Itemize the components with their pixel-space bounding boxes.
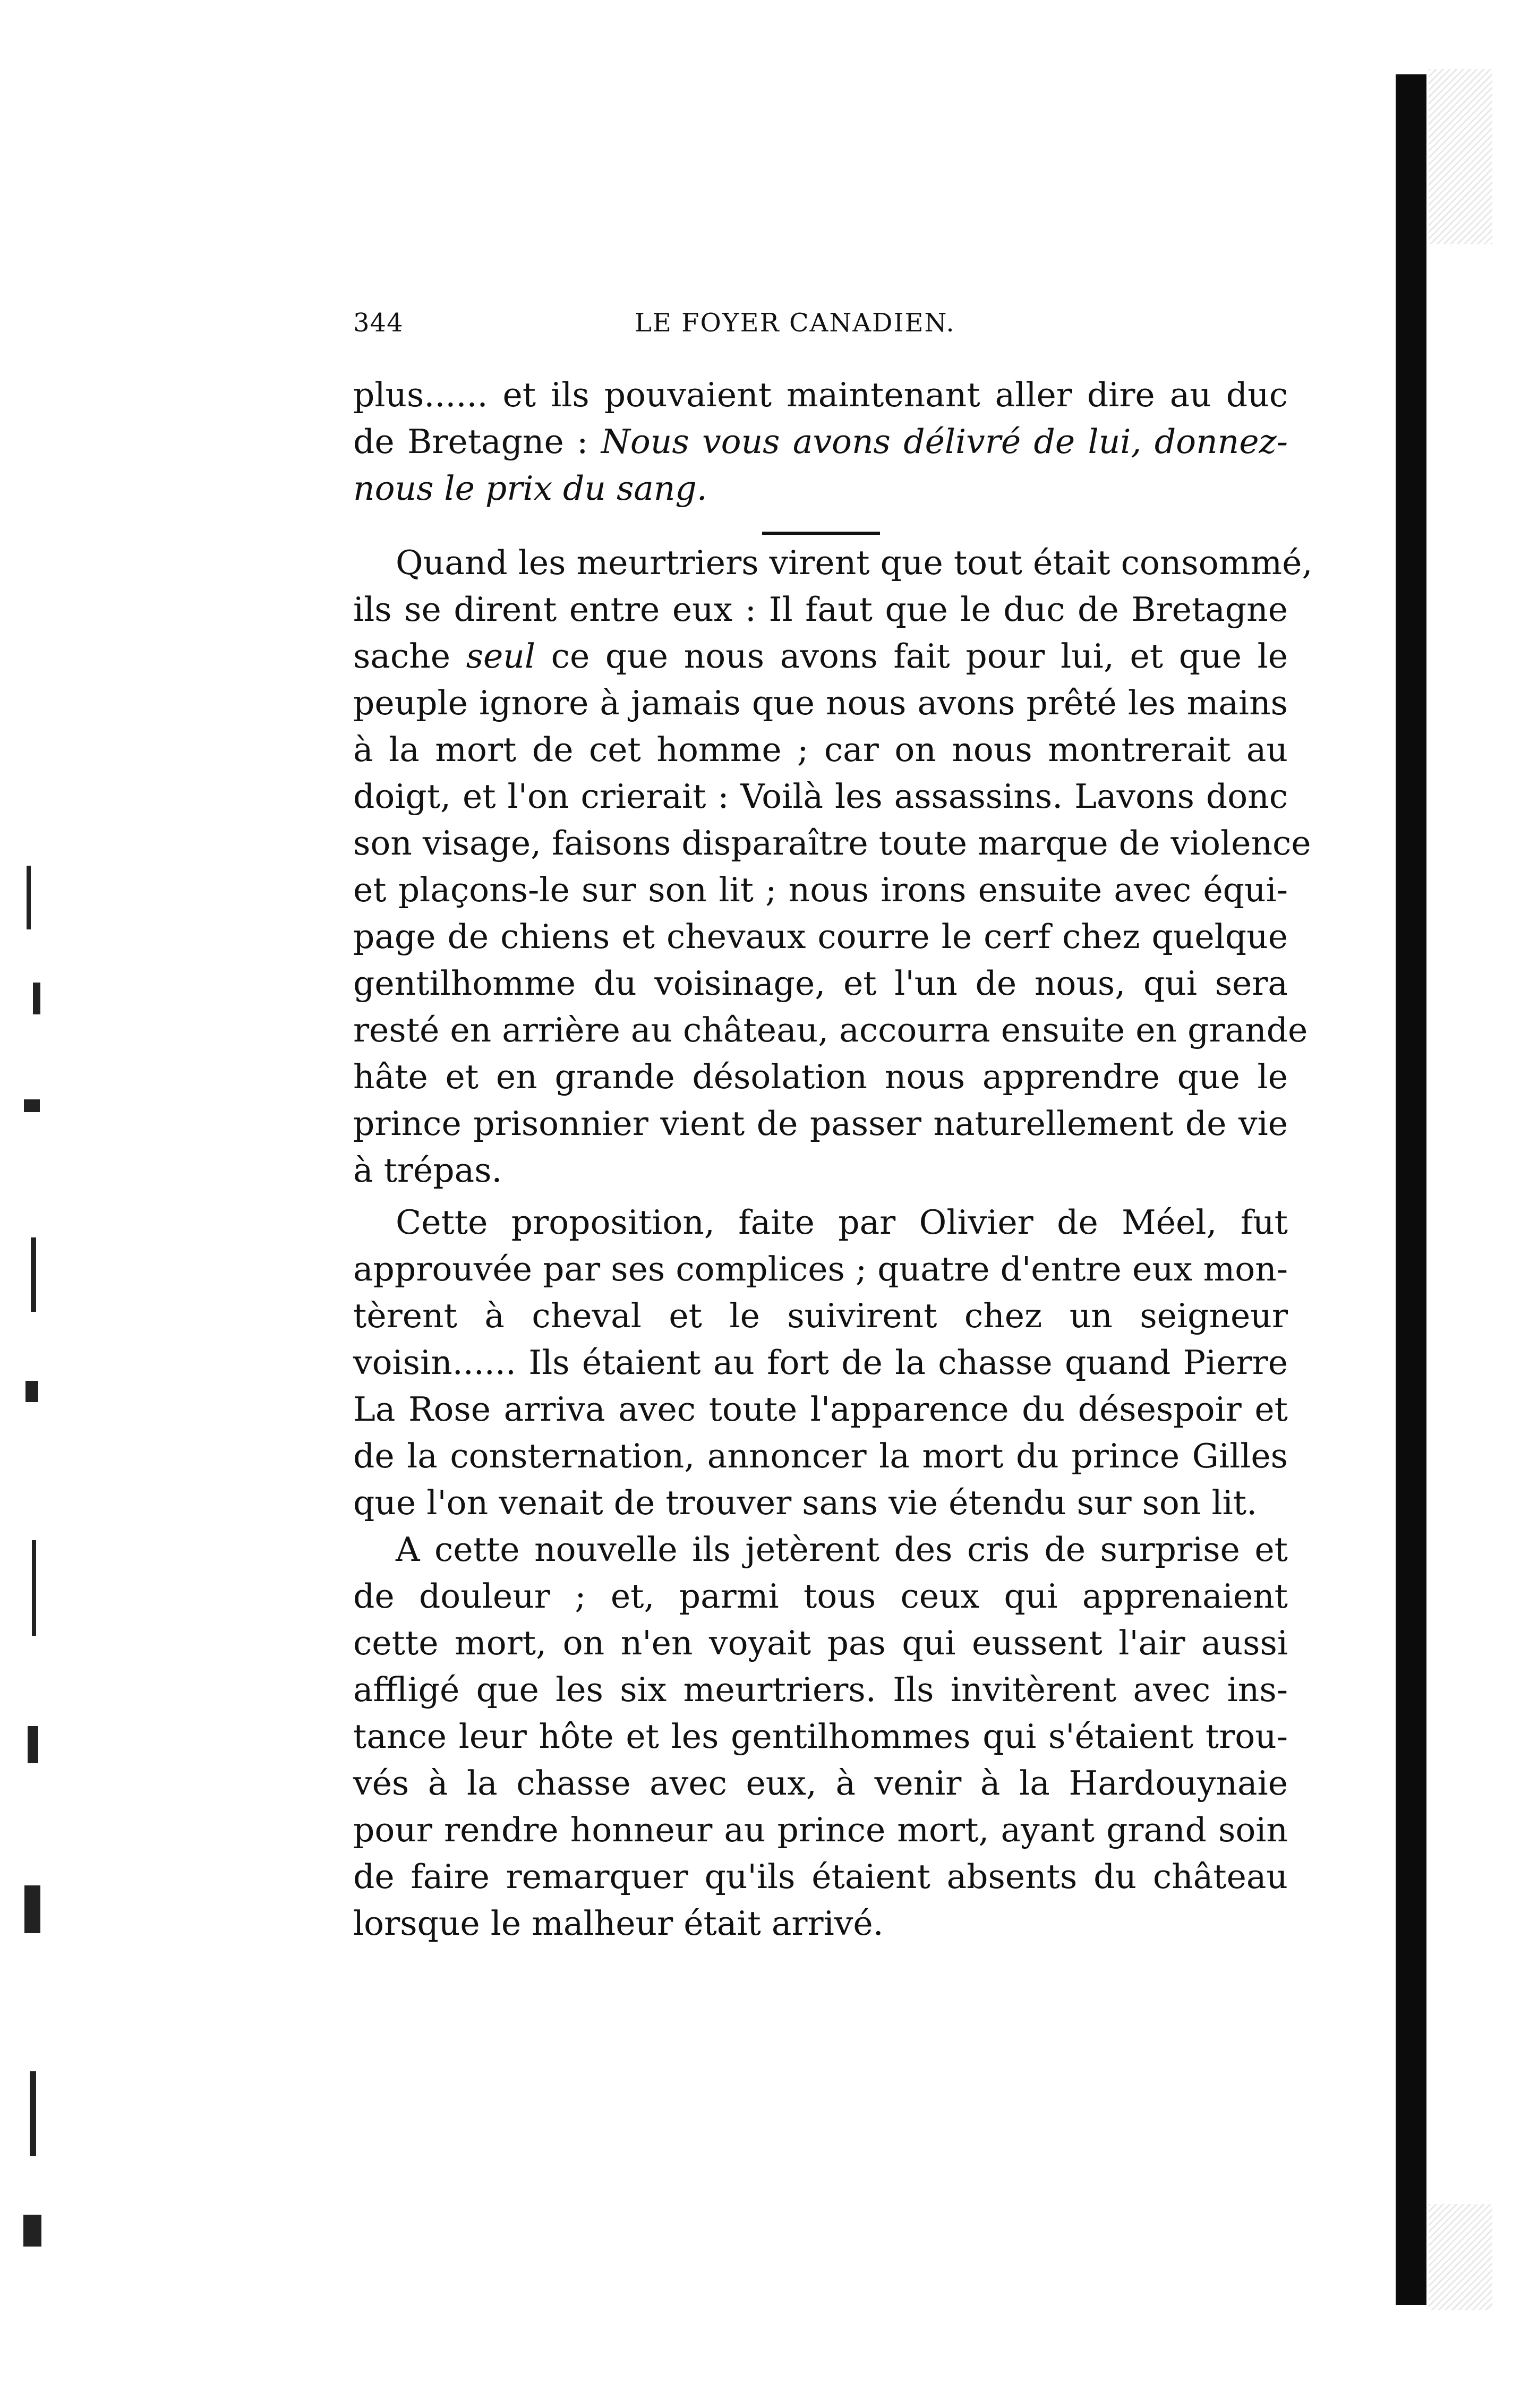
text-line: voisin...... Ils étaient au fort de la chasse quand Pierre [353, 1343, 1288, 1382]
text-line: de faire remarquer qu'ils étaient absents du château [353, 1857, 1288, 1896]
text-line: vés à la chasse avec eux, à venir à la Hardouynaie [353, 1764, 1288, 1803]
text-line: approuvée par ses complices ; quatre d'entre eux mon- [353, 1250, 1288, 1288]
text-line: hâte et en grande désolation nous apprendre que le [353, 1057, 1288, 1096]
text-line: pour rendre honneur au prince mort, ayant grand soin [353, 1811, 1288, 1849]
text-line: ils se dirent entre eux : Il faut que le duc de Bretagne [353, 590, 1288, 629]
text-line: peuple ignore à jamais que nous avons prêté les mains [353, 684, 1288, 722]
left-margin-artifacts [21, 823, 58, 2310]
text-line: tance leur hôte et les gentilhommes qui s'étaient trou- [353, 1717, 1288, 1756]
text-line: plus...... et ils pouvaient maintenant aller dire au duc [353, 375, 1288, 414]
text-line: affligé que les six meurtriers. Ils invitèrent avec ins- [353, 1670, 1288, 1709]
scan-noise-bottom [1429, 2204, 1492, 2310]
text-line: tèrent à cheval et le suivirent chez un seigneur [353, 1296, 1288, 1335]
running-title: LE FOYER CANADIEN. [635, 308, 955, 338]
text-line: lorsque le malheur était arrivé. [353, 1904, 884, 1943]
text-line: doigt, et l'on crierait : Voilà les assassins. Lavons donc [353, 777, 1288, 816]
text-line: à la mort de cet homme ; car on nous montrerait au [353, 730, 1288, 769]
text-line: de Bretagne : Nous vous avons délivré de lui, donnez- [353, 422, 1288, 461]
text-line: sache seul ce que nous avons fait pour lui, et que le [353, 637, 1288, 676]
page-number: 344 [353, 308, 404, 338]
text-line: prince prisonnier vient de passer naturellement de vie [353, 1104, 1288, 1143]
text-line: et plaçons-le sur son lit ; nous irons ensuite avec équi- [353, 870, 1288, 909]
section-separator [762, 532, 880, 535]
text-line: Quand les meurtriers virent que tout était consommé, [396, 543, 1313, 582]
text-line: son visage, faisons disparaître toute marque de violence [353, 824, 1311, 863]
text-line: Cette proposition, faite par Olivier de Méel, fut [396, 1203, 1288, 1242]
text-line: de la consternation, annoncer la mort du prince Gilles [353, 1437, 1288, 1475]
text-line: cette mort, on n'en voyait pas qui eussent l'air aussi [353, 1624, 1288, 1662]
text-line: La Rose arriva avec toute l'apparence du désespoir et [353, 1390, 1288, 1429]
text-line: page de chiens et chevaux courre le cerf chez quelque [353, 917, 1288, 956]
text-line: gentilhomme du voisinage, et l'un de nous, qui sera [353, 964, 1288, 1003]
text-line: resté en arrière au château, accourra ensuite en grande [353, 1011, 1308, 1049]
text-line: A cette nouvelle ils jetèrent des cris de surprise et [396, 1530, 1288, 1569]
text-line: à trépas. [353, 1151, 502, 1190]
text-line: que l'on venait de trouver sans vie étendu sur son lit. [353, 1483, 1258, 1522]
scan-noise-top [1429, 69, 1492, 244]
text-line: de douleur ; et, parmi tous ceux qui apprenaient [353, 1577, 1288, 1616]
body-text [353, 372, 1313, 1947]
binding-edge [1396, 74, 1426, 2305]
text-line: nous le prix du sang. [353, 469, 707, 508]
running-header [353, 308, 1288, 351]
